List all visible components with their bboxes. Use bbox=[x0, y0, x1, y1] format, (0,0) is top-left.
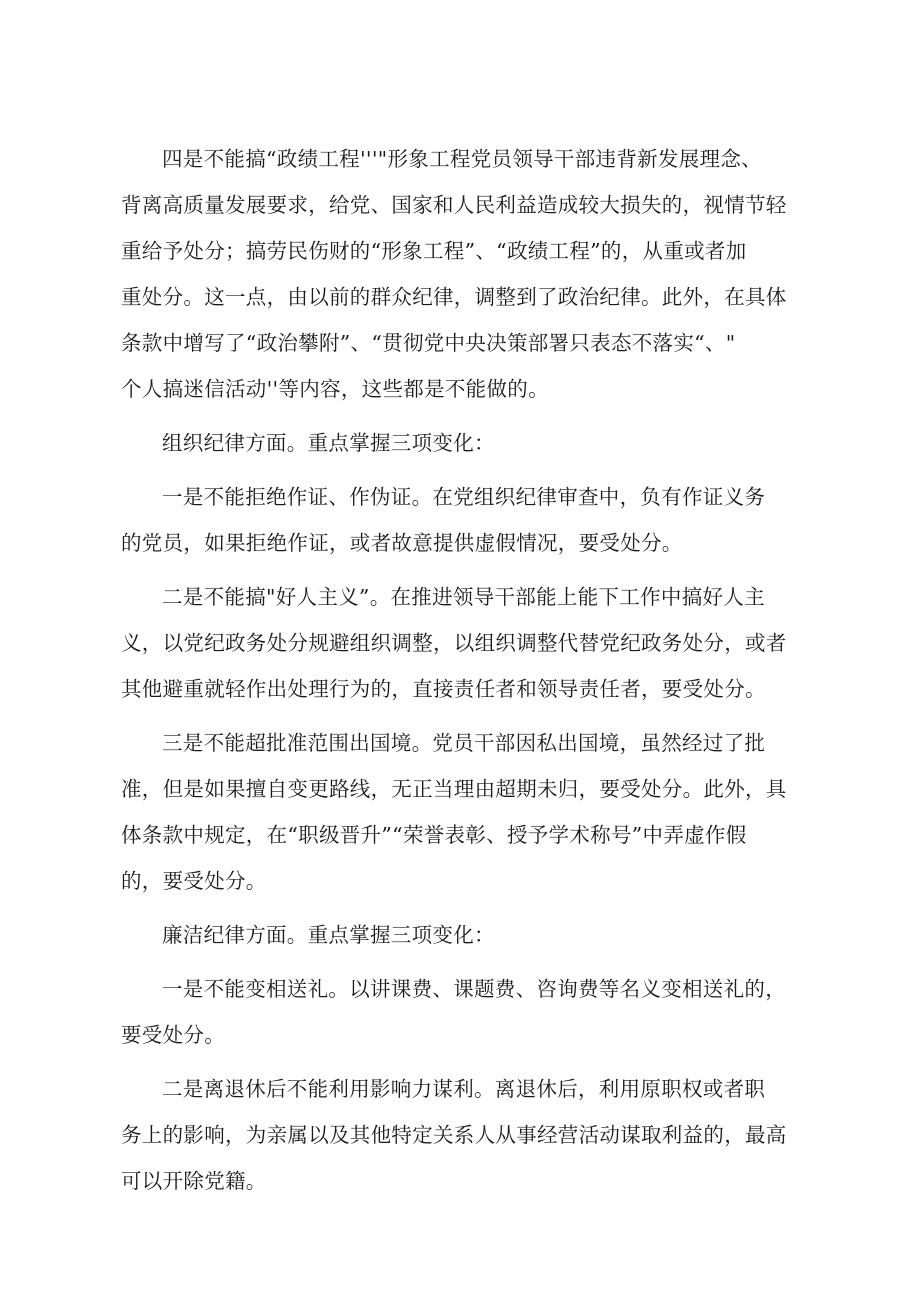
paragraph-organizational-3 bbox=[121, 720, 811, 904]
paragraph-organizational-1 bbox=[121, 474, 811, 566]
text-line: 体条款中规定，在“职级晋升”“荣誉表彰、授予学术称号”中弄虚作假 bbox=[121, 823, 747, 847]
text-line: 重给予处分；搞劳民伤财的“形象工程”、“政绩工程”的，从重或者加 bbox=[121, 239, 747, 263]
paragraph-integrity-2 bbox=[121, 1066, 811, 1204]
paragraph-integrity-1 bbox=[121, 966, 811, 1058]
text-line: 背离高质量发展要求，给党、国家和人民利益造成较大损失的，视情节轻 bbox=[121, 193, 787, 217]
text-line: 务上的影响，为亲属以及其他特定关系人从事经营活动谋取利益的，最高 bbox=[121, 1123, 787, 1147]
text-line: 二是不能搞"好人主义”。在推进领导干部能上能下工作中搞好人主 bbox=[162, 585, 765, 609]
text-line: 要受处分。 bbox=[121, 1023, 225, 1047]
text-line: 的党员，如果拒绝作证，或者故意提供虚假情况，要受处分。 bbox=[121, 531, 683, 555]
text-line: 其他避重就轻作出处理行为的，直接责任者和领导责任者，要受处分。 bbox=[121, 677, 766, 701]
text-line: 一是不能拒绝作证、作伪证。在党组织纪律审查中，负有作证义务 bbox=[162, 485, 766, 509]
text-line: 义，以党纪政务处分规避组织调整，以组织调整代替党纪政务处分，或者 bbox=[121, 631, 787, 655]
text-line: 准，但是如果擅自变更路线，无正当理由超期未归，要受处分。此外，具 bbox=[121, 777, 787, 801]
text-line: 一是不能变相送礼。以讲课费、课题费、咨询费等名义变相送礼的， bbox=[162, 977, 786, 1001]
text-line: 二是离退休后不能利用影响力谋利。离退休后，利用原职权或者职 bbox=[162, 1077, 766, 1101]
section-heading-organizational-discipline bbox=[121, 420, 811, 466]
text-line: 四是不能搞“政绩工程'''"形象工程党员领导干部违背新发展理念、 bbox=[162, 147, 762, 171]
text-line: 三是不能超批准范围出国境。党员干部因私出国境，虽然经过了批 bbox=[162, 731, 766, 755]
text-line: 个人搞迷信活动''等内容，这些都是不能做的。 bbox=[121, 377, 549, 401]
text-line: 廉洁纪律方面。重点掌握三项变化： bbox=[162, 923, 495, 947]
text-line: 可以开除党籍。 bbox=[121, 1169, 267, 1193]
text-line: 重处分。这一点，由以前的群众纪律，调整到了政治纪律。此外，在具体 bbox=[121, 285, 787, 309]
paragraph-organizational-2 bbox=[121, 574, 811, 712]
text-line: 的，要受处分。 bbox=[121, 869, 267, 893]
document-body bbox=[121, 136, 811, 1212]
text-line: 条款中增写了“政治攀附”、“贯彻党中央决策部署只表态不落实“、" bbox=[121, 331, 736, 355]
section-heading-integrity-discipline bbox=[121, 912, 811, 958]
paragraph-political-discipline-4 bbox=[121, 136, 811, 412]
text-line: 组织纪律方面。重点掌握三项变化： bbox=[162, 431, 495, 455]
